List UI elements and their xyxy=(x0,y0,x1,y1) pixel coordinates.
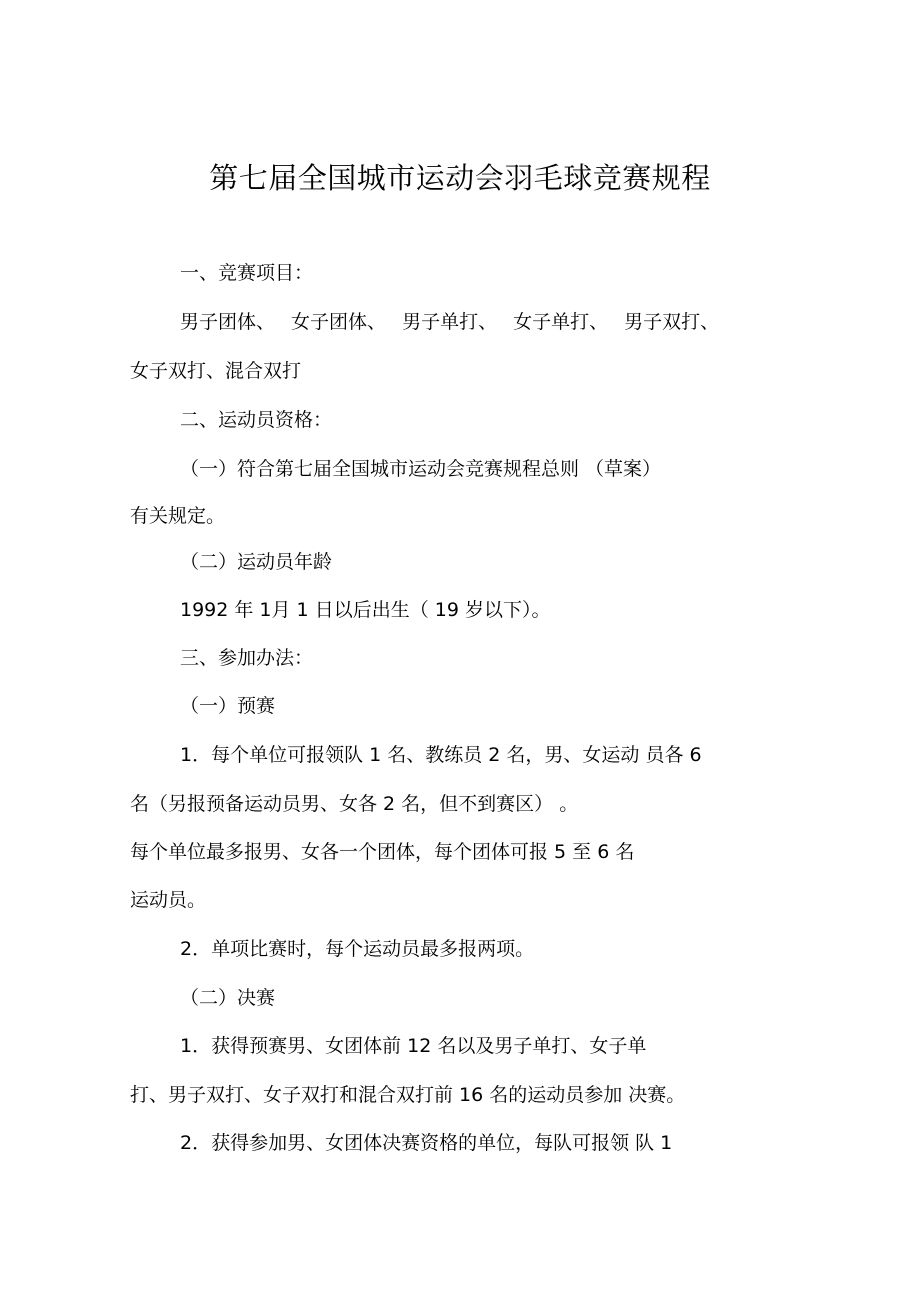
paragraph-line: 2．单项比赛时，每个运动员最多报两项。 xyxy=(180,938,535,960)
paragraph-line: 女子双打、混合双打 xyxy=(130,360,302,382)
paragraph-line: 2．获得参加男、女团体决赛资格的单位，每队可报领 队 1 xyxy=(180,1132,673,1154)
paragraph-line: 有关规定。 xyxy=(130,505,226,527)
paragraph-line: 名（另报预备运动员男、女各 2 名，但不到赛区） 。 xyxy=(130,793,579,815)
paragraph-line: 1．获得预赛男、女团体前 12 名以及男子单打、女子单 xyxy=(180,1035,647,1057)
subheading-age: （二）运动员年龄 xyxy=(180,551,333,573)
section-heading-events: 一、竞赛项目： xyxy=(180,262,314,284)
paragraph-line: （一）符合第七届全国城市运动会竞赛规程总则 （草案） xyxy=(180,458,662,480)
paragraph-line: 打、男子双打、女子双打和混合双打前 16 名的运动员参加 决赛。 xyxy=(130,1084,686,1106)
subheading-final: （二）决赛 xyxy=(180,987,276,1009)
document-title: 第七届全国城市运动会羽毛球竞赛规程 xyxy=(209,161,711,195)
paragraph-line: 1992 年 1月 1 日以后出生（ 19 岁以下）。 xyxy=(180,599,551,621)
paragraph-line: 运动员。 xyxy=(130,889,207,911)
subheading-preliminary: （一）预赛 xyxy=(180,695,276,717)
paragraph-line: 男子团体、 女子团体、 男子单打、 女子单打、 男子双打、 xyxy=(180,311,720,333)
paragraph-line: 每个单位最多报男、女各一个团体，每个团体可报 5 至 6 名 xyxy=(130,841,635,863)
section-heading-participation: 三、参加办法： xyxy=(180,647,314,669)
section-heading-eligibility: 二、运动员资格： xyxy=(180,409,333,431)
paragraph-line: 1．每个单位可报领队 1 名、教练员 2 名，男、女运动 员各 6 xyxy=(180,744,702,766)
